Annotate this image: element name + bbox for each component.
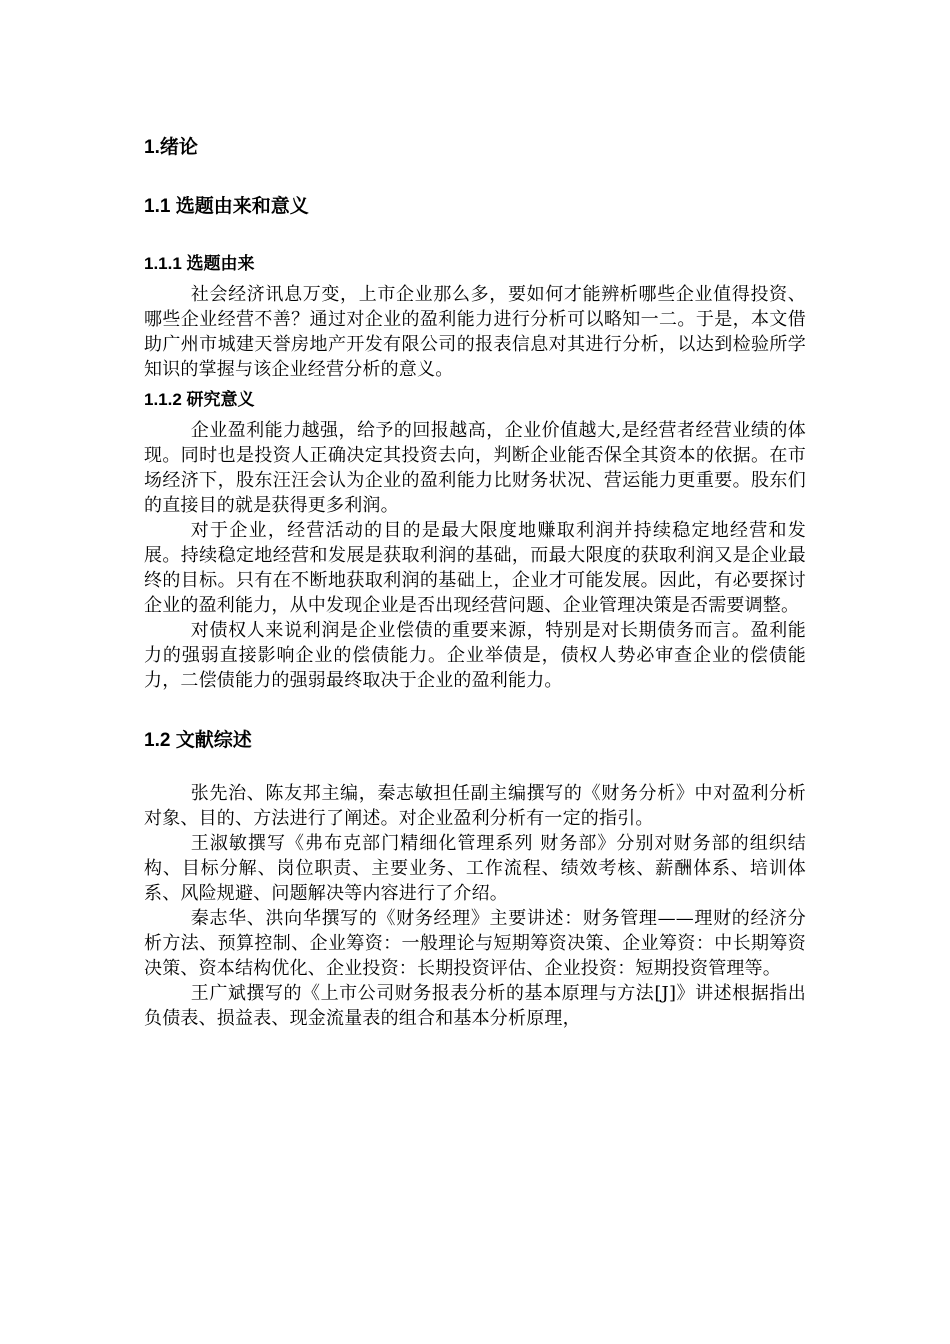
section-title-1-1: 1.1 选题由来和意义 <box>144 196 309 217</box>
paragraph: 张先治、陈友邦主编，秦志敏担任副主编撰写的《财务分析》中对盈利分析对象、目的、方法进行了阐述。对企业盈利分析有一定的指引。 <box>144 783 806 829</box>
paragraph: 企业盈利能力越强，给予的回报越高，企业价值越大,是经营者经营业绩的体现。同时也是投资人正确决定其投资去向，判断企业能否保全其资本的依据。在市场经济下，股东汪汪会认为企业的盈利能力比财务状况、营运能力更重要。股东们的直接目的就是获得更多利润。 <box>144 420 806 516</box>
subsection-title-1-1-2: 1.1.2 研究意义 <box>144 390 255 409</box>
paragraph: 社会经济讯息万变，上市企业那么多，要如何才能辨析哪些企业值得投资、哪些企业经营不善？通过对企业的盈利能力进行分析可以略知一二。于是，本文借助广州市城建天誉房地产开发有限公司的报表信息对其进行分析，以达到检验所学知识的掌握与该企业经营分析的意义。 <box>144 284 806 380</box>
chapter-title: 1.绪论 <box>144 137 198 158</box>
section-title-1-2: 1.2 文献综述 <box>144 730 252 751</box>
document-body <box>144 128 806 1031</box>
paragraph: 王广斌撰写的《上市公司财务报表分析的基本原理与方法[J]》讲述根据指出负债表、损益表、现金流量表的组合和基本分析原理， <box>144 983 806 1029</box>
subsection-title-1-1-1: 1.1.1 选题由来 <box>144 254 255 273</box>
paragraph: 对债权人来说利润是企业偿债的重要来源，特别是对长期债务而言。盈利能力的强弱直接影响企业的偿债能力。企业举债是，债权人势必审查企业的偿债能力，二偿债能力的强弱最终取决于企业的盈利能力。 <box>144 620 806 691</box>
paragraph: 秦志华、洪向华撰写的《财务经理》主要讲述：财务管理——理财的经济分析方法、预算控制、企业筹资：一般理论与短期筹资决策、企业筹资：中长期筹资决策、资本结构优化、企业投资：长期投资评估、企业投资：短期投资管理等。 <box>144 908 806 979</box>
paragraph: 王淑敏撰写《弗布克部门精细化管理系列 财务部》分别对财务部的组织结构、目标分解、岗位职责、主要业务、工作流程、绩效考核、薪酬体系、培训体系、风险规避、问题解决等内容进行了介绍。 <box>144 833 806 904</box>
paragraph: 对于企业，经营活动的目的是最大限度地赚取利润并持续稳定地经营和发展。持续稳定地经营和发展是获取利润的基础，而最大限度的获取利润又是企业最终的目标。只有在不断地获取利润的基础上，企业才可能发展。因此，有必要探讨企业的盈利能力，从中发现企业是否出现经营问题、企业管理决策是否需要调整。 <box>144 520 806 616</box>
